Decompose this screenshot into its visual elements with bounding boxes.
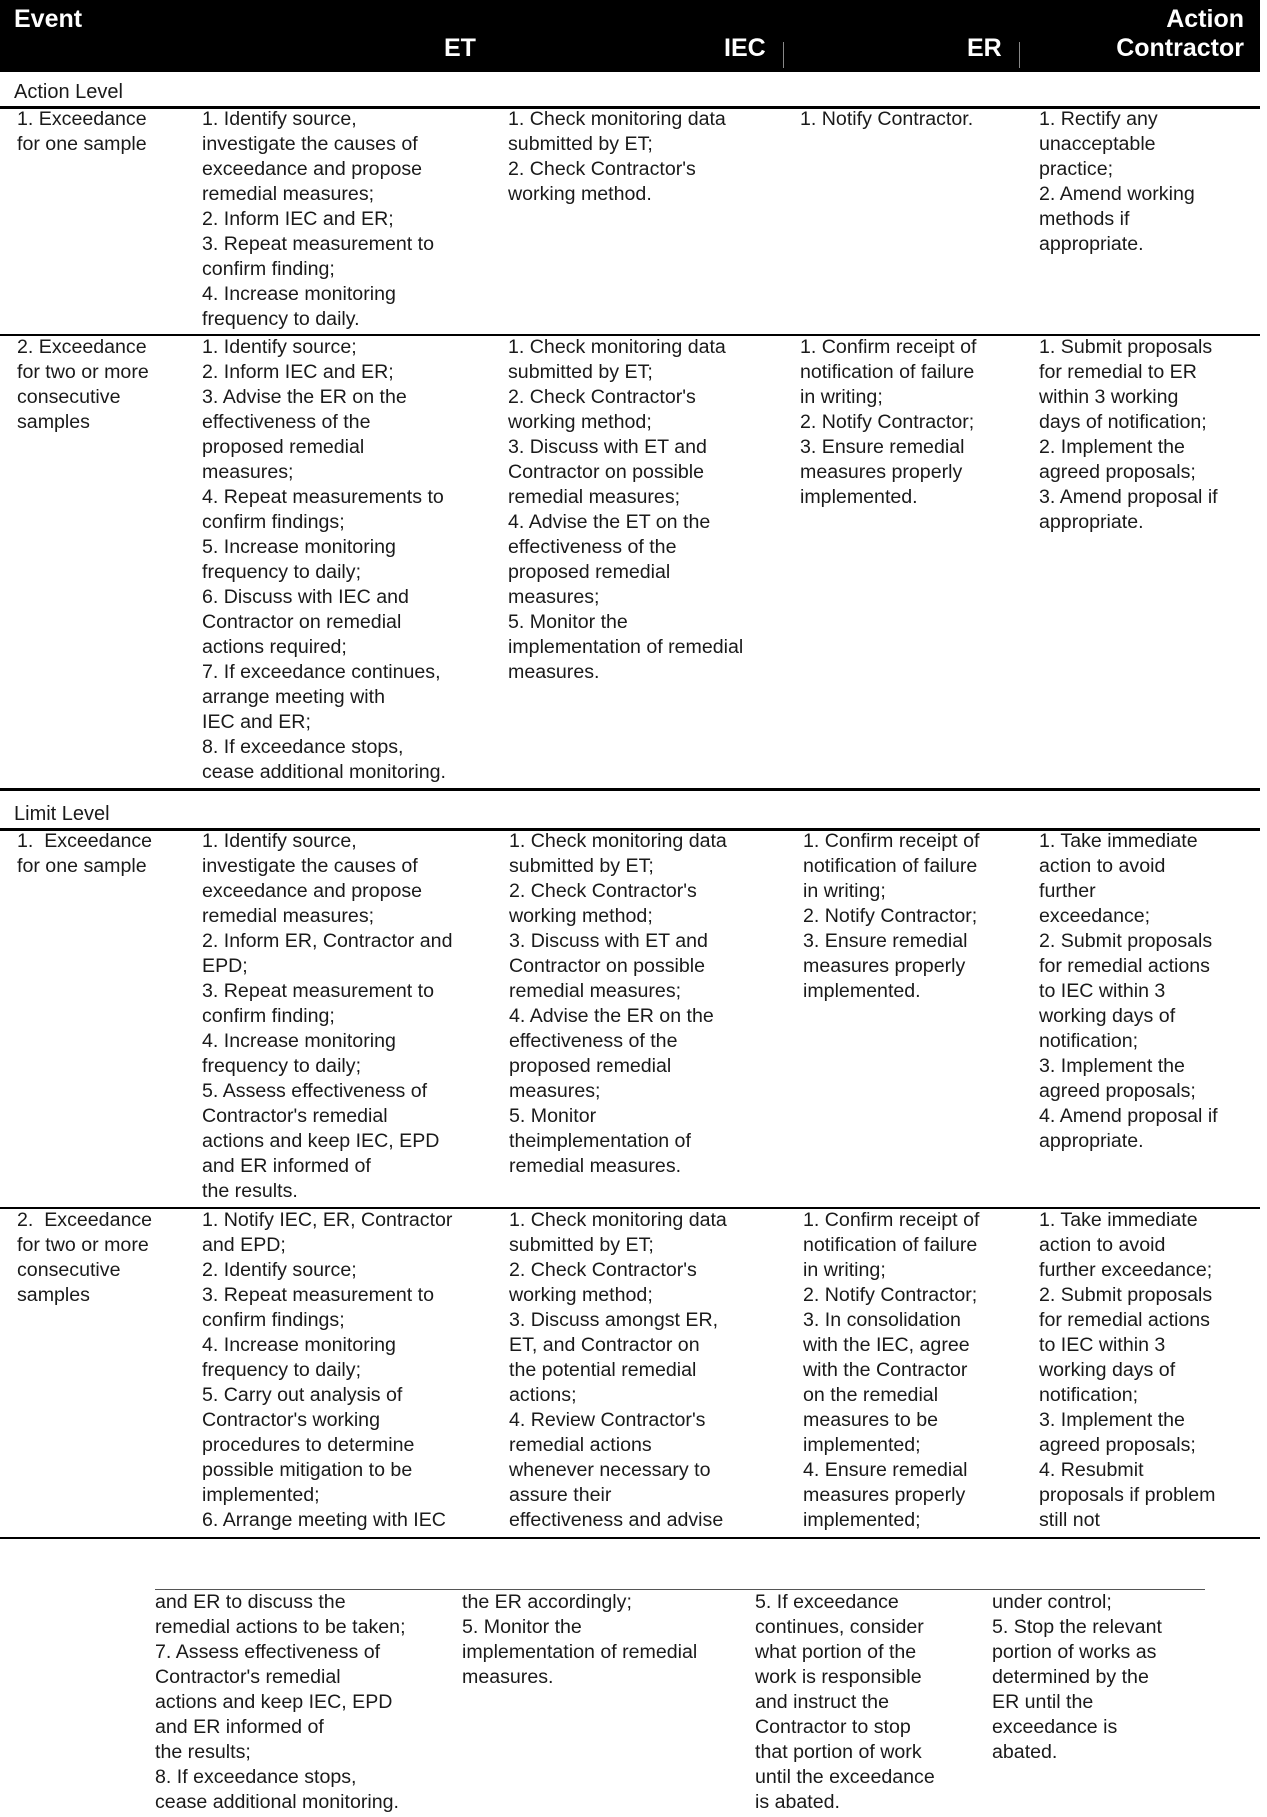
row3-et: 1. Identify source, investigate the causes of exceedance and propose remedial measures; 2. Inform ER, Contractor and EPD; 3. Repeat measurement to confirm finding; 4. Increase monitoring frequency to daily; 5. Assess effectiveness of Contractor's remedial actions and keep IEC, EPD and ER informed of the results. <box>202 830 453 1202</box>
section-label-action-level: Action Level <box>14 81 123 103</box>
row1-event: 1. Exceedance for one sample <box>17 108 147 155</box>
continuation-contractor: under control; 5. Stop the relevant portion of works as determined by the ER until the exceedance is abated. <box>992 1591 1162 1763</box>
header-er: ER <box>967 34 1002 62</box>
table-header <box>0 0 1260 72</box>
row2-contractor: 1. Submit proposals for remedial to ER within 3 working days of notification; 2. Implement the agreed proposals; 3. Amend proposal if appropriate. <box>1039 336 1218 533</box>
row3-contractor: 1. Take immediate action to avoid further exceedance; 2. Submit proposals for remedial actions to IEC within 3 working days of notification; 3. Implement the agreed proposals; 4. Amend proposal if appropriate. <box>1039 830 1218 1152</box>
row1-iec: 1. Check monitoring data submitted by ET; 2. Check Contractor's working method. <box>508 108 726 205</box>
header-contractor: Contractor <box>1116 34 1244 62</box>
row1-et: 1. Identify source, investigate the causes of exceedance and propose remedial measures; 2. Inform IEC and ER; 3. Repeat measurement to confirm finding; 4. Increase monitoring frequency to daily. <box>202 108 434 330</box>
header-event: Event <box>14 5 83 33</box>
row4-et: 1. Notify IEC, ER, Contractor and EPD; 2. Identify source; 3. Repeat measurement to confirm findings; 4. Increase monitoring frequency to daily; 5. Carry out analysis of Contractor's working procedures to determine possible mitigation to be implemented; 6. Arrange meeting with IEC <box>202 1209 453 1531</box>
header-action: Action <box>1166 5 1244 33</box>
row-divider <box>0 1537 1260 1539</box>
header-iec: IEC <box>724 34 766 62</box>
row3-event: 1. Exceedance for one sample <box>17 830 153 877</box>
row4-iec: 1. Check monitoring data submitted by ET; 2. Check Contractor's working method; 3. Discuss amongst ER, ET, and Contractor on the potential remedial actions; 4. Review Contractor's remedial actions whenever necessary to assure their effectiveness and advise <box>509 1209 727 1531</box>
row3-iec: 1. Check monitoring data submitted by ET; 2. Check Contractor's working method; 3. Discuss with ET and Contractor on possible remedial measures; 4. Advise the ER on the effectiveness of the proposed remedial measures; 5. Monitor theimplementation of remedial measures. <box>509 830 727 1177</box>
row2-et: 1. Identify source; 2. Inform IEC and ER; 3. Advise the ER on the effectiveness of the proposed remedial measures; 4. Repeat measurements to confirm findings; 5. Increase monitoring frequency to daily; 6. Discuss with IEC and Contractor on remedial actions required; 7. If exceedance continues, arrange meeting with IEC and ER; 8. If exceedance stops, cease additional monitoring. <box>202 336 446 783</box>
row-divider <box>0 788 1260 791</box>
row4-contractor: 1. Take immediate action to avoid further exceedance; 2. Submit proposals for remedial actions to IEC within 3 working days of notification; 3. Implement the agreed proposals; 4. Resubmit proposals if problem still not <box>1039 1209 1216 1531</box>
row2-iec: 1. Check monitoring data submitted by ET; 2. Check Contractor's working method; 3. Discuss with ET and Contractor on possible remedial measures; 4. Advise the ET on the effectiveness of the proposed remedial measures; 5. Monitor the implementation of remedial measures. <box>508 336 744 683</box>
row4-er: 1. Confirm receipt of notification of failure in writing; 2. Notify Contractor; 3. In consolidation with the IEC, agree with the Contractor on the remedial measures to be implemented; 4. Ensure remedial measures properly implemented; <box>803 1209 980 1531</box>
header-separator <box>783 42 784 68</box>
continuation-er: 5. If exceedance continues, consider what portion of the work is responsible and instruct the Contractor to stop that portion of work until the exceedance is abated. <box>755 1591 935 1813</box>
header-separator <box>1019 42 1020 68</box>
row4-event: 2. Exceedance for two or more consecutive samples <box>17 1209 153 1306</box>
row1-er: 1. Notify Contractor. <box>800 108 974 130</box>
continuation-iec: the ER accordingly; 5. Monitor the implementation of remedial measures. <box>462 1591 698 1688</box>
header-et: ET <box>444 34 476 62</box>
row3-er: 1. Confirm receipt of notification of failure in writing; 2. Notify Contractor; 3. Ensure remedial measures properly implemented. <box>803 830 980 1002</box>
section-label-limit-level: Limit Level <box>14 803 110 825</box>
row1-contractor: 1. Rectify any unacceptable practice; 2. Amend working methods if appropriate. <box>1039 108 1195 255</box>
row2-event: 2. Exceedance for two or more consecutive samples <box>17 336 149 433</box>
row2-er: 1. Confirm receipt of notification of failure in writing; 2. Notify Contractor; 3. Ensure remedial measures properly implemented. <box>800 336 977 508</box>
continuation-et: and ER to discuss the remedial actions to be taken; 7. Assess effectiveness of Contractor's remedial actions and keep IEC, EPD and ER informed of the results; 8. If exceedance stops, cease additional monitoring. <box>155 1591 406 1813</box>
